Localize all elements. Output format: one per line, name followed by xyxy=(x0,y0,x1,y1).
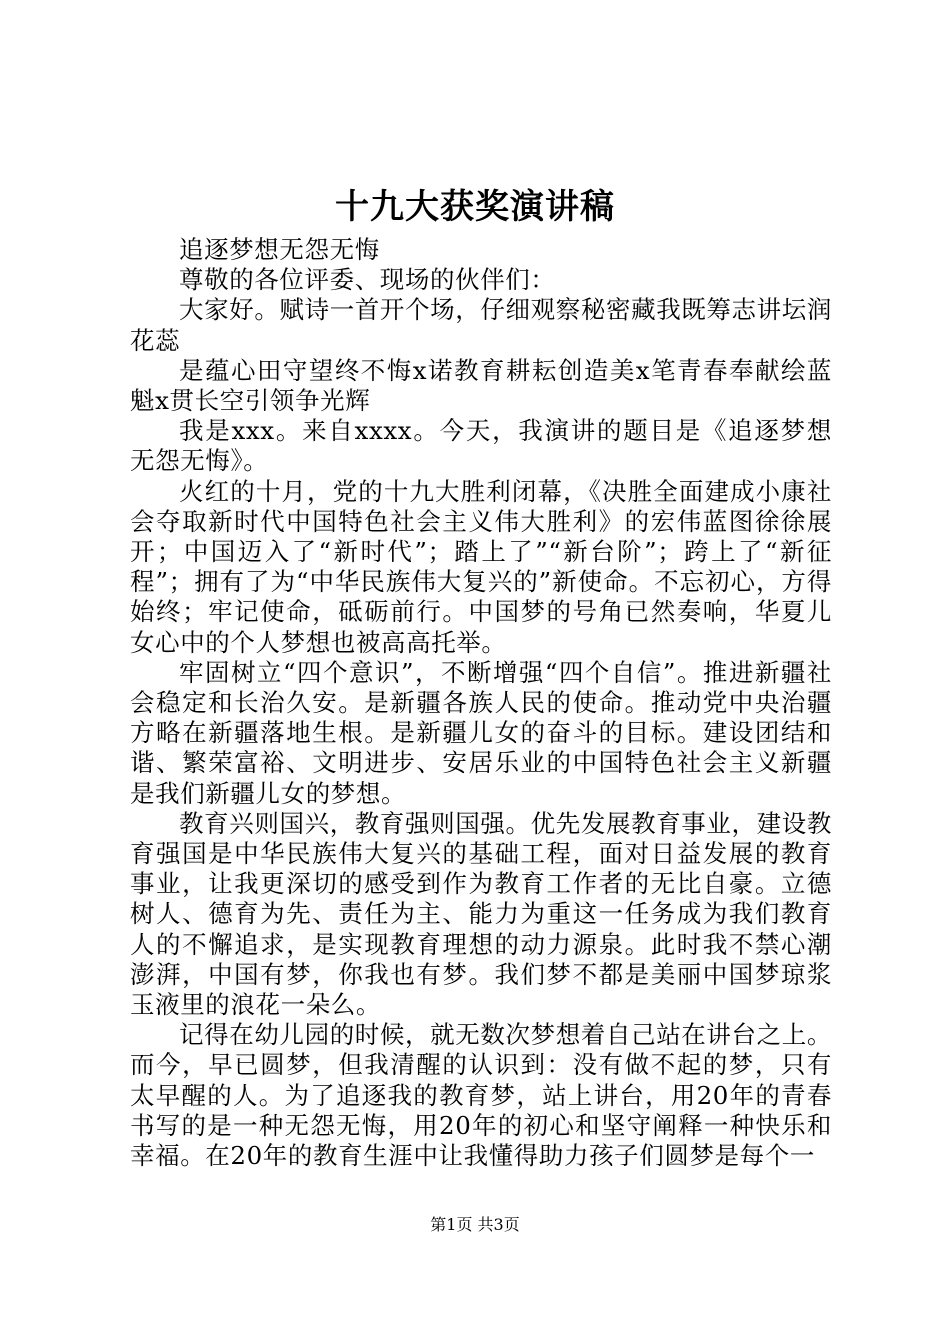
paragraph-salutation: 尊敬的各位评委、现场的伙伴们： xyxy=(179,265,556,295)
page-number-footer: 第1页 共3页 xyxy=(430,1215,520,1234)
paragraph-subtitle: 追逐梦想无怨无悔 xyxy=(179,235,380,264)
paragraph: 火红的十月，党的十九大胜利闭幕，《决胜全面建成小康社会夺取新时代中国特色社会主义伟大胜利》的宏伟蓝图徐徐展开；中国迈入了“新时代”；踏上了”“新台阶”；跨上了“新征程”；拥有了为“中华民族伟大复兴的”新使命。不忘初心，方得始终；牢记使命，砥砺前行。中国梦的号角已然奏响，华夏儿女心中的个人梦想也被高高托举。 xyxy=(130,476,832,657)
paragraph: 牢固树立“四个意识”，不断增强“四个自信”。推进新疆社会稳定和长治久安。是新疆各族人民的使命。推动党中央治疆方略在新疆落地生根。是新疆儿女的奋斗的目标。建设团结和谐、繁荣富裕、文明进步、安居乐业的中国特色社会主义新疆是我们新疆儿女的梦想。 xyxy=(130,657,832,808)
paragraph: 我是xxx。来自xxxx。今天，我演讲的题目是《追逐梦想无怨无悔》。 xyxy=(130,416,832,476)
document-body xyxy=(130,235,832,1171)
paragraph: 教育兴则国兴，教育强则国强。优先发展教育事业，建设教育强国是中华民族伟大复兴的基础工程，面对日益发展的教育事业，让我更深切的感受到作为教育工作者的无比自豪。立德树人、德育为先、责任为主、能力为重这一任务成为我们教育人的不懈追求，是实现教育理想的动力源泉。此时我不禁心潮澎湃，中国有梦，你我也有梦。我们梦不都是美丽中国梦琼浆玉液里的浪花一朵么。 xyxy=(130,808,832,1020)
paragraph: 是蕴心田守望终不悔x诺教育耕耘创造美x笔青春奉献绘蓝魁x贯长空引领争光辉 xyxy=(130,355,832,416)
paragraph: 大家好。赋诗一首开个场，仔细观察秘密藏我既筹志讲坛润花蕊 xyxy=(130,295,832,355)
document-title: 十九大获奖演讲稿 xyxy=(335,187,615,227)
paragraph: 记得在幼儿园的时候，就无数次梦想着自己站在讲台之上。而今，早已圆梦，但我清醒的认识到：没有做不起的梦，只有太早醒的人。为了追逐我的教育梦，站上讲台，用20年的青春书写的是一种无怨无悔，用20年的初心和坚守阐释一种快乐和幸福。在20年的教育生涯中让我懂得助力孩子们圆梦是每个一 xyxy=(130,1020,832,1171)
